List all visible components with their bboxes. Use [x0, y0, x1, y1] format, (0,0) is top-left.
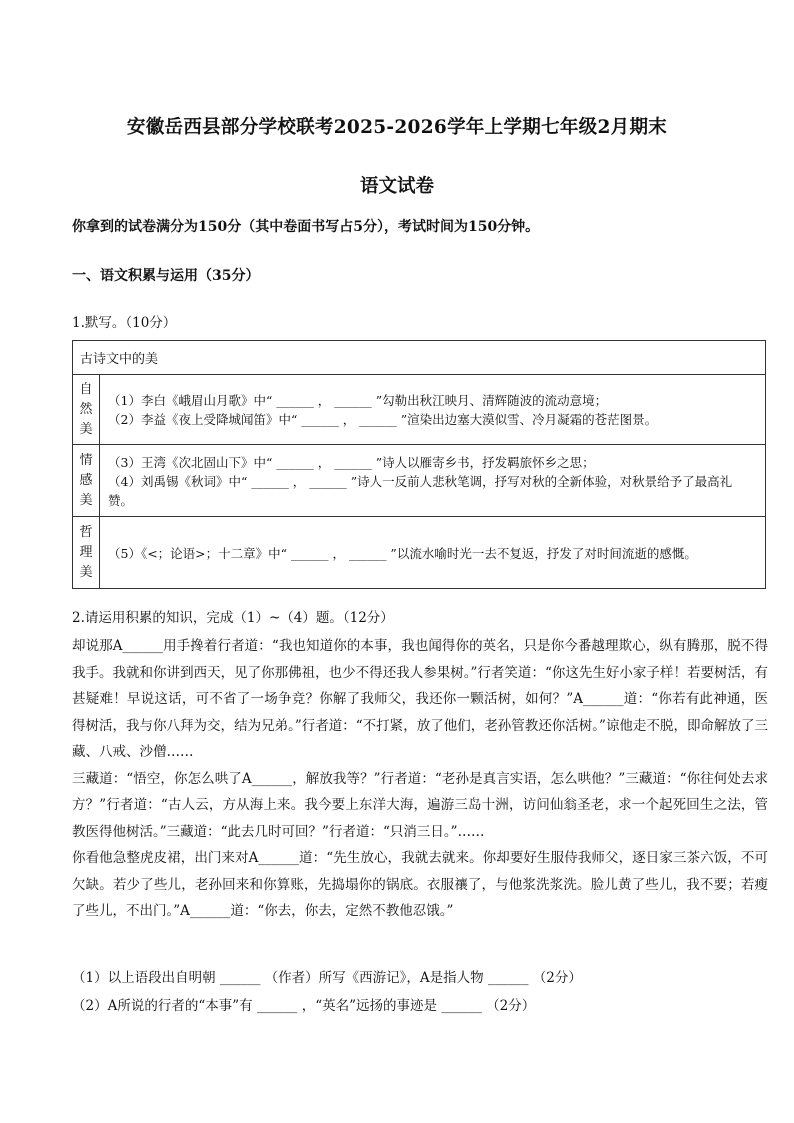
blank-line-4: （4）刘禹锡《秋词》中“ ______ ， ______ ”诗人一反前人悲秋笔调，抒写对秋的全新体验，对秋景给予了最高礼赞。: [108, 473, 733, 508]
blank-line-5: （5）《<；论语>；十二章》中“ ______ ， ______ ”以流水喻时光一去不复返，抒发了对时间流逝的感慨。: [108, 545, 697, 561]
row-emotion-content: [100, 445, 766, 517]
passage-paragraph-2: 三藏道：“悟空，你怎么哄了A______，解放我等？”行者道：“老孙是真言实语，怎么哄他？”三藏道：“你往何处去求方？”行者道：“古人云，方从海上来。我今要上东洋大海，遍游三岛十洲，访问仙翁圣老，求一个起死回生之法，管教医得他树活。”三藏道：“此去几时可回？”行者道：“只消三日。”……: [72, 770, 768, 840]
exam-notice: 你拿到的试卷满分为150分（其中卷面书写占5分），考试时间为150分钟。: [72, 219, 540, 235]
blank-line-1: （1）李白《峨眉山月歌》中“ ______ ， ______ ”勾勒出秋江映月、清辉随波的流动意境；: [108, 393, 608, 408]
passage-paragraph-3: 你看他急整虎皮裙，出门来对A______道：“先生放心，我就去就来。你却要好生服侍我师父，逐日家三茶六饭，不可欠缺。若少了些儿，老孙回来和你算账，先捣塌你的锅底。衣服禳了，与他浆洗浆洗。脸儿黄了些儿，我不要；若瘦了些儿，不出门。”A______道：“你去，你去，定然不教他忍饿。”: [72, 850, 768, 919]
table-header: 古诗文中的美: [73, 341, 766, 375]
exam-title: 安徽岳西县部分学校联考2025-2026学年上学期七年级2月期末: [126, 117, 668, 138]
sub-question-2: （2）A所说的行者的“本事”有 ______ ，“英名”远扬的事迹是 ______ （2分）: [72, 998, 536, 1014]
question-1-label: 1.默写。（10分）: [72, 315, 177, 331]
poetry-table: [72, 340, 766, 589]
passage: [72, 633, 768, 925]
category-philosophy: [73, 517, 100, 589]
category-label: 情感美: [79, 452, 93, 508]
passage-paragraph-1: 却说那A______用手搀着行者道：“我也知道你的本事，我也闻得你的英名，只是你今番越理欺心，纵有腾那，脱不得我手。我就和你讲到西天，见了你那佛祖，也少不得还我人参果树。”行者笑道：“你这先生好小家子样！若要树活，有甚疑难！早说这话，可不省了一场争竞？你解了我师父，我还你一颗活树，如何？”A______道：“你若有此神通，医得树活，我与你八拜为交，结为兄弟。”行者道：“不打紧，放了他们，老孙管教还你活树。”谅他走不脱，即命解放了三藏、八戒、沙僧……: [72, 638, 768, 760]
question-2-label: 2.请运用积累的知识，完成（1）~（4）题。（12分）: [72, 610, 394, 626]
section-heading: 一、语文积累与运用（35分）: [72, 268, 260, 284]
category-label: 自然美: [79, 381, 93, 437]
category-emotion: [73, 445, 100, 517]
exam-subtitle: 语文试卷: [359, 176, 434, 197]
category-nature: [73, 375, 100, 445]
blank-line-3: （3）王湾《次北固山下》中“ ______ ， ______ ”诗人以雁寄乡书，抒发羁旅怀乡之思；: [108, 454, 595, 470]
sub-question-1: （1）以上语段出自明朝 ______ （作者）所写《西游记》，A是指人物 ______ （2分）: [72, 970, 582, 986]
row-nature-content: [100, 375, 766, 445]
category-label: 哲理美: [79, 524, 93, 580]
row-philosophy-content: [100, 517, 766, 589]
blank-line-2: （2）李益《夜上受降城闻笛》中“ ______ ， ______ ”渲染出边塞大漠似雪、冷月凝霜的苍茫图景。: [108, 412, 658, 427]
